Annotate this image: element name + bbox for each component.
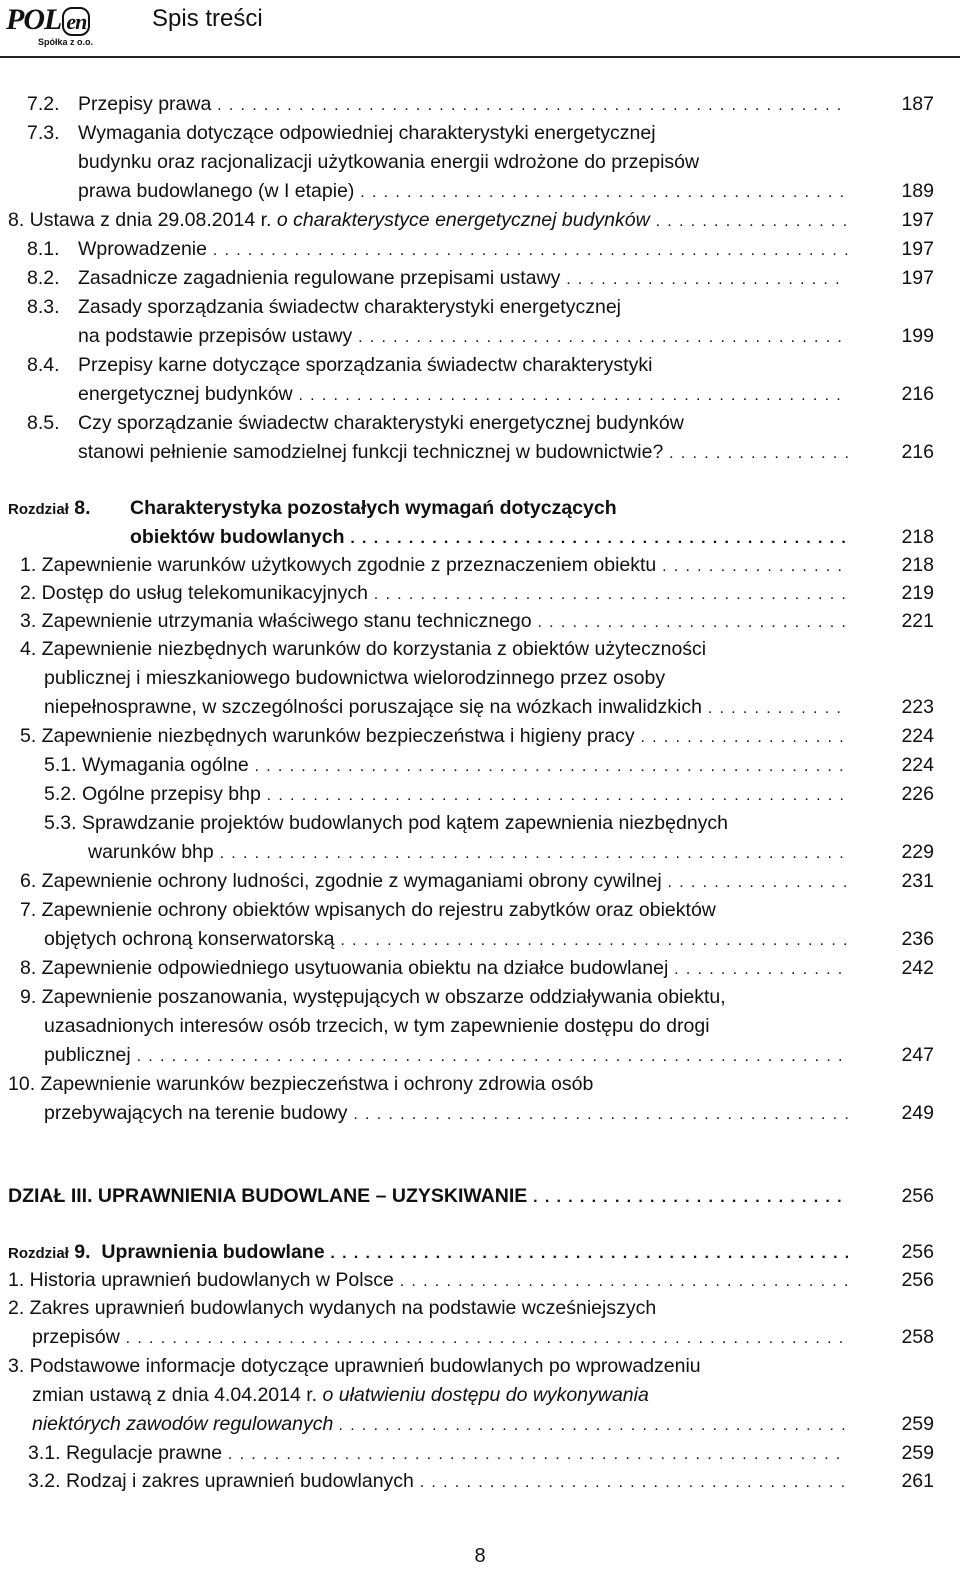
chapter-title-line: Charakterystyka pozostałych wymagań dotyczących (130, 497, 617, 519)
toc-entry-title-line: 4. Zapewnienie niezbędnych warunków do korzystania z obiektów użyteczności (20, 638, 707, 660)
toc-entry-number: 7.3. (27, 122, 60, 144)
toc-page-number: 259 (901, 1442, 934, 1464)
page-number: 8 (474, 1545, 486, 1567)
toc-page-number: 259 (901, 1413, 934, 1435)
toc-entry-title: Przepisy prawa . . . (78, 90, 848, 120)
toc-entry-title: 1. Zapewnienie warunków użytkowych zgodnie z przeznaczeniem obiektu . . . (20, 551, 848, 581)
chapter-title-line: obiektów budowlanych . . . (130, 523, 848, 553)
toc-entry-title-line: 5.3. Sprawdzanie projektów budowlanych pod kątem zapewnienia niezbędnych (44, 812, 729, 834)
toc-page-number: 256 (901, 1269, 934, 1291)
toc-page-number: 256 (901, 1185, 934, 1207)
toc-entry-title-line: przepisów . . . (32, 1323, 848, 1353)
toc-page-number: 224 (901, 725, 934, 747)
toc-page-number: 242 (901, 957, 934, 979)
toc-page-number: 221 (901, 610, 934, 632)
toc-page-number: 231 (901, 870, 934, 892)
toc-entry-title-line: Czy sporządzanie świadectw charakterystyki energetycznej budynków (78, 412, 684, 434)
page-header (0, 0, 960, 58)
toc-entry-title-line: 9. Zapewnienie poszanowania, występujących w obszarze oddziaływania obiektu, (20, 986, 726, 1008)
toc-page-number: 224 (901, 754, 934, 776)
toc-page-number: 189 (901, 180, 934, 202)
toc-entry-title-line: objętych ochroną konserwatorską . . . (44, 925, 848, 955)
toc-page-number: 226 (901, 783, 934, 805)
toc-entry-number: 7.2. (27, 93, 60, 115)
toc-entry-title-line: energetycznej budynków . . . (78, 380, 848, 410)
toc-page-number: 258 (901, 1326, 934, 1348)
toc-page-number: 261 (901, 1470, 934, 1492)
toc-page-number: 256 (901, 1241, 934, 1263)
toc-entry-title-line: Zasady sporządzania świadectw charakterystyki energetycznej (78, 296, 622, 318)
toc-entry-title: 8. Zapewnienie odpowiedniego usytuowania obiektu na działce budowlanej . . . (20, 954, 848, 984)
toc-entry-title: Zasadnicze zagadnienia regulowane przepisami ustawy . . . (78, 264, 848, 294)
toc-entry-title-line: niepełnosprawne, w szczególności poruszające się na wózkach inwalidzkich . . . (44, 693, 848, 723)
toc-page-number: 236 (901, 928, 934, 950)
toc-entry-number: 8.5. (27, 412, 60, 434)
part-title: DZIAŁ III. UPRAWNIENIA BUDOWLANE – UZYSKIWANIE . . . (8, 1182, 848, 1212)
toc-entry-title-line: Przepisy karne dotyczące sporządzania świadectw charakterystyki (78, 354, 653, 376)
chapter-title: Rozdział 9. Uprawnienia budowlane . . . (8, 1238, 848, 1268)
logo-text: POL en (6, 4, 90, 38)
toc-page-number: 229 (901, 841, 934, 863)
toc-page-number: 197 (901, 238, 934, 260)
toc-entry-title: 3.2. Rodzaj i zakres uprawnień budowlanych . . . (28, 1467, 848, 1497)
logo-subtitle: Spółka z o.o. (38, 37, 94, 47)
toc-entry-title-line: publicznej i mieszkaniowego budownictwa wielorodzinnego przez osoby (44, 667, 666, 689)
toc-page-number: 187 (901, 93, 934, 115)
toc-entry-title-line: 10. Zapewnienie warunków bezpieczeństwa i ochrony zdrowia osób (8, 1073, 594, 1095)
toc-page-number: 218 (901, 554, 934, 576)
toc-entry-title-line: uzasadnionych interesów osób trzecich, w tym zapewnienie dostępu do drogi (44, 1015, 710, 1037)
toc-page-number: 199 (901, 325, 934, 347)
toc-entry-title: Wprowadzenie . . . (78, 235, 848, 265)
toc-entry-title: 6. Zapewnienie ochrony ludności, zgodnie z wymaganiami obrony cywilnej . . . (20, 867, 848, 897)
toc-entry-title-line: przebywających na terenie budowy . . . (44, 1099, 848, 1129)
toc-entry-title-line: prawa budowlanego (w I etapie) . . . (78, 177, 848, 207)
toc-page-number: 249 (901, 1102, 934, 1124)
toc-entry-title-line: niektórych zawodów regulowanych . . . (32, 1410, 848, 1440)
toc-entry-title-line: 3. Podstawowe informacje dotyczące uprawnień budowlanych po wprowadzeniu (8, 1355, 701, 1377)
toc-entry-title: 3.1. Regulacje prawne . . . (28, 1439, 848, 1469)
toc-entry-number: 8.1. (27, 238, 60, 260)
publisher-logo (6, 4, 98, 52)
toc-entry-title-line: Wymagania dotyczące odpowiedniej charakterystyki energetycznej (78, 122, 656, 144)
toc-page-number: 247 (901, 1044, 934, 1066)
toc-entry-title-line: publicznej . . . (44, 1041, 848, 1071)
toc-page-number: 223 (901, 696, 934, 718)
header-divider (0, 56, 960, 58)
toc-entry-title: 2. Dostęp do usług telekomunikacyjnych . . . (20, 579, 848, 609)
chapter-label: Rozdział 8. (8, 497, 91, 519)
toc-entry-title: 5.2. Ogólne przepisy bhp . . . (44, 780, 848, 810)
toc-page-number: 219 (901, 582, 934, 604)
toc-entry-title: 3. Zapewnienie utrzymania właściwego stanu technicznego . . . (20, 607, 848, 637)
toc-page-number: 197 (901, 267, 934, 289)
toc-page-number: 218 (901, 526, 934, 548)
toc-entry-title: 8. Ustawa z dnia 29.08.2014 r. o charakterystyce energetycznej budynków . . . (8, 206, 848, 236)
toc-entry-title-line: zmian ustawą z dnia 4.04.2014 r. o ułatwieniu dostępu do wykonywania (32, 1384, 649, 1406)
toc-page-number: 216 (901, 441, 934, 463)
toc-entry-title-line: stanowi pełnienie samodzielnej funkcji technicznej w budownictwie? . . . (78, 438, 848, 468)
toc-entry-title: 5. Zapewnienie niezbędnych warunków bezpieczeństwa i higieny pracy . . . (20, 722, 848, 752)
toc-page-number: 197 (901, 209, 934, 231)
toc-entry-title-line: 7. Zapewnienie ochrony obiektów wpisanych do rejestru zabytków oraz obiektów (20, 899, 716, 921)
toc-entry-title-line: warunków bhp . . . (88, 838, 848, 868)
toc-entry-number: 8.3. (27, 296, 60, 318)
toc-page-number: 216 (901, 383, 934, 405)
toc-entry-number: 8.4. (27, 354, 60, 376)
toc-entry-title: 5.1. Wymagania ogólne . . . (44, 751, 848, 781)
toc-entry-title-line: budynku oraz racjonalizacji użytkowania energii wdrożone do przepisów (78, 151, 700, 173)
toc-entry-title-line: na podstawie przepisów ustawy . . . (78, 322, 848, 352)
toc-entry-number: 8.2. (27, 267, 60, 289)
page-title: Spis treści (152, 5, 263, 32)
toc-entry-title-line: 2. Zakres uprawnień budowlanych wydanych na podstawie wcześniejszych (8, 1297, 657, 1319)
toc-entry-title: 1. Historia uprawnień budowlanych w Polsce . . . (8, 1266, 848, 1296)
